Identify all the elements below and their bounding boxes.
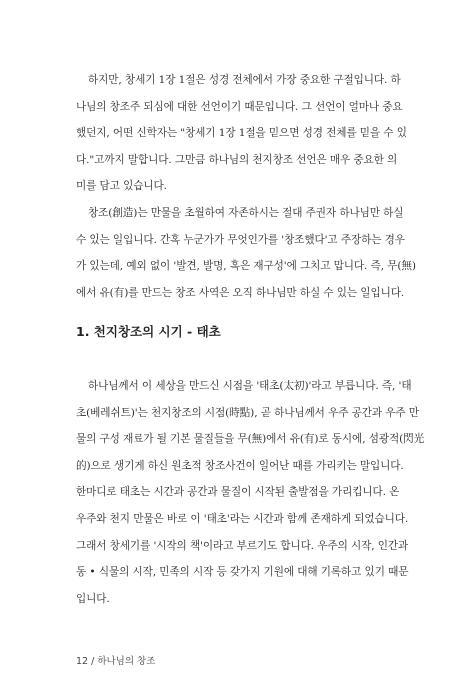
text-line: 미를 담고 있습니다.: [76, 180, 167, 193]
text-line: 하나님께서 이 세상을 만드신 시점을 '태초(太初)'라고 부릅니다. 즉, '태: [88, 380, 412, 392]
text-line: 우주와 천지 만물은 바로 이 '태초'라는 시간과 함께 존재하게 되었습니다.: [76, 512, 409, 525]
text-line: 가 있는데, 예외 없이 '발견, 발명, 혹은 재구성'에 그치고 맙니다. 즉, 무(無): [76, 260, 416, 273]
text-line: 입니다.: [76, 592, 110, 605]
text-line: 동 • 식물의 시작, 민족의 시작 등 갖가지 기원에 대해 기록하고 있기 때문: [76, 566, 409, 579]
page-footer: 12 / 하나님의 창조: [76, 656, 156, 667]
text-line: 다."고까지 말합니다. 그만큼 하나님의 천지창조 선언은 매우 중요한 의: [76, 153, 398, 166]
section-heading: 1. 천지창조의 시기 - 태초: [76, 324, 221, 339]
text-line: 的)으로 생기게 하신 원초적 창조사건이 일어난 때를 가리키는 말입니다.: [76, 459, 404, 472]
text-line: 그래서 창세기를 '시작의 책'이라고 부르기도 합니다. 우주의 시작, 인간과: [76, 539, 409, 552]
paragraph-1: [76, 67, 407, 200]
text-line: 에서 유(有)를 만드는 창조 사역은 오직 하나님만 하실 수 있는 일입니다.: [76, 286, 405, 299]
text-line: 나님의 창조주 되심에 대한 선언이기 때문입니다. 그 선언이 얼마나 중요: [76, 100, 403, 113]
text-line: 하지만, 창세기 1장 1절은 성경 전체에서 가장 중요한 구절입니다. 하: [88, 74, 401, 86]
text-line: 물의 구성 재료가 될 기본 물질들을 무(無)에서 유(有)로 동시에, 섬광적(閃光: [76, 433, 425, 446]
text-line: 초(베레쉬트)'는 천지창조의 시점(時點), 곧 하나님께서 우주 공간과 우주 만: [76, 406, 419, 419]
text-line: 창조(創造)는 만물을 초월하여 자존하시는 절대 주권자 하나님만 하실: [88, 207, 404, 219]
text-line: 한마디로 태초는 시간과 공간과 물질이 시작된 출발점을 가리킵니다. 온: [76, 486, 400, 499]
paragraph-3: [76, 373, 425, 612]
text-line: 수 있는 일입니다. 간혹 누군가가 무엇인가를 '창조했다'고 주장하는 경우: [76, 233, 405, 246]
paragraph-2: [76, 200, 416, 306]
text-line: 했던지, 어떤 신학자는 "창세기 1장 1절을 믿으면 성경 전체를 믿을 수 있: [76, 127, 407, 140]
